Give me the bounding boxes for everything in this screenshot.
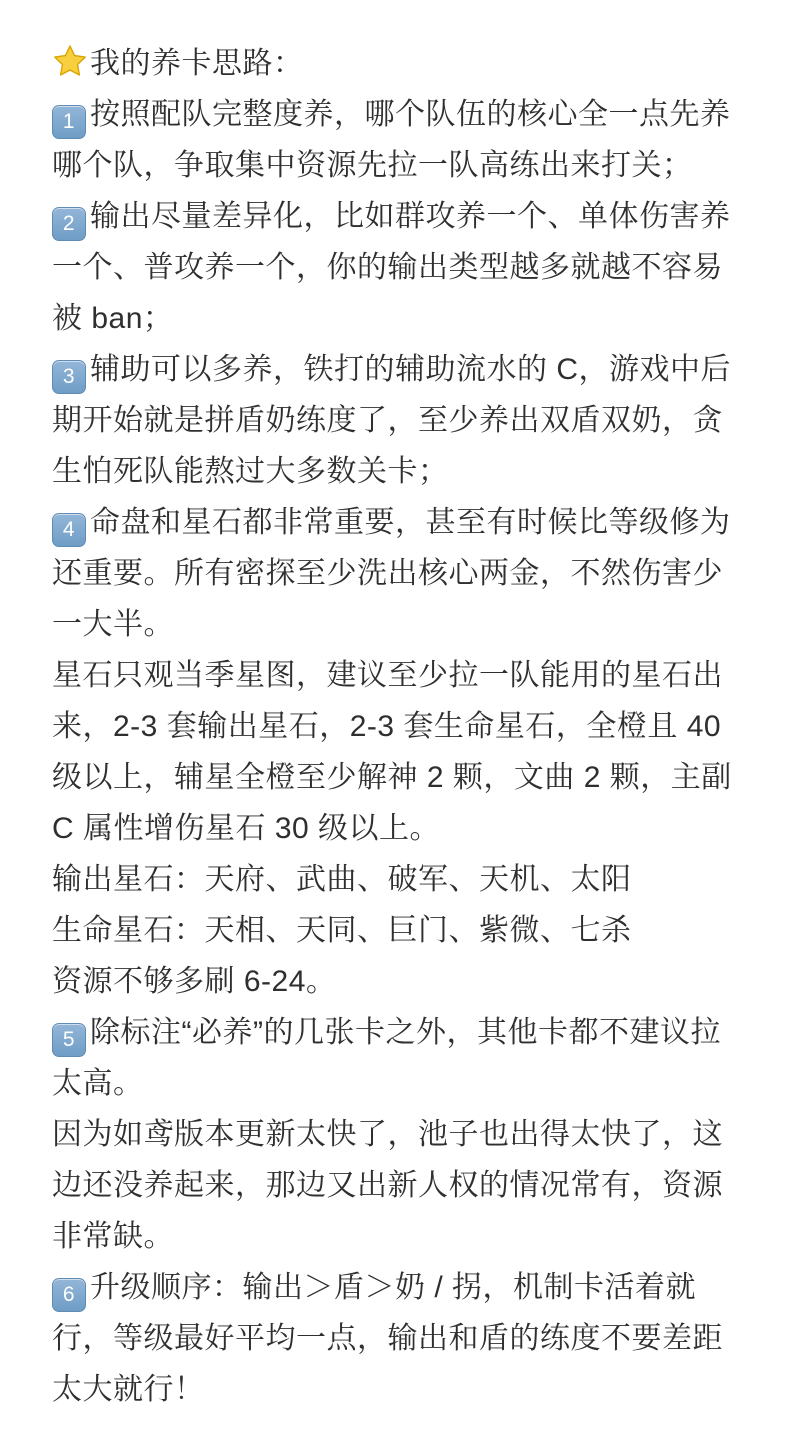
list-item-badge: 5 bbox=[52, 1023, 86, 1057]
list-item-text: 按照配队完整度养，哪个队伍的核心全一点先养哪个队，争取集中资源先拉一队高练出来打关； bbox=[52, 98, 731, 182]
list-item-text: 命盘和星石都非常重要，甚至有时候比等级修为还重要。所有密探至少洗出核心两金，不然伤害少一大半。 bbox=[52, 506, 731, 641]
document-heading-text: 我的养卡思路： bbox=[90, 47, 304, 80]
list-item-badge: 6 bbox=[52, 1278, 86, 1312]
list-item-badge: 3 bbox=[52, 360, 86, 394]
list-item bbox=[52, 89, 748, 191]
list-item-badge: 2 bbox=[52, 207, 86, 241]
list-item bbox=[52, 1262, 748, 1415]
paragraph: 因为如鸢版本更新太快了，池子也出得太快了，这边还没养起来，那边又出新人权的情况常有，资源非常缺。 bbox=[52, 1118, 723, 1253]
list-item bbox=[52, 191, 748, 344]
list-item-text: 辅助可以多养，铁打的辅助流水的 C，游戏中后期开始就是拼盾奶练度了，至少养出双盾双奶，贪生怕死队能熬过大多数关卡； bbox=[52, 353, 731, 488]
list-item-badge: 1 bbox=[52, 105, 86, 139]
list-item bbox=[52, 344, 748, 497]
list-item bbox=[52, 497, 748, 650]
document-heading bbox=[52, 38, 748, 89]
list-item bbox=[52, 1007, 748, 1109]
paragraph: 输出星石：天府、武曲、破军、天机、太阳 bbox=[52, 863, 632, 896]
paragraph: 资源不够多刷 6-24。 bbox=[52, 965, 337, 998]
star-icon bbox=[52, 43, 88, 79]
paragraph: 生命星石：天相、天同、巨门、紫微、七杀 bbox=[52, 914, 632, 947]
list-item-text: 除标注“必养”的几张卡之外，其他卡都不建议拉太高。 bbox=[52, 1016, 721, 1100]
list-item-text: 升级顺序：输出＞盾＞奶 / 拐，机制卡活着就行，等级最好平均一点，输出和盾的练度不要差距太大就行！ bbox=[52, 1271, 723, 1406]
list-item-text: 输出尽量差异化，比如群攻养一个、单体伤害养一个、普攻养一个，你的输出类型越多就越不容易被 ban； bbox=[52, 200, 731, 335]
paragraph: 星石只观当季星图，建议至少拉一队能用的星石出来，2-3 套输出星石，2-3 套生命星石，全橙且 40 级以上，辅星全橙至少解神 2 颗，文曲 2 颗，主副 C 属性增伤星石 30 级以上。 bbox=[52, 659, 732, 845]
list-item-badge: 4 bbox=[52, 513, 86, 547]
